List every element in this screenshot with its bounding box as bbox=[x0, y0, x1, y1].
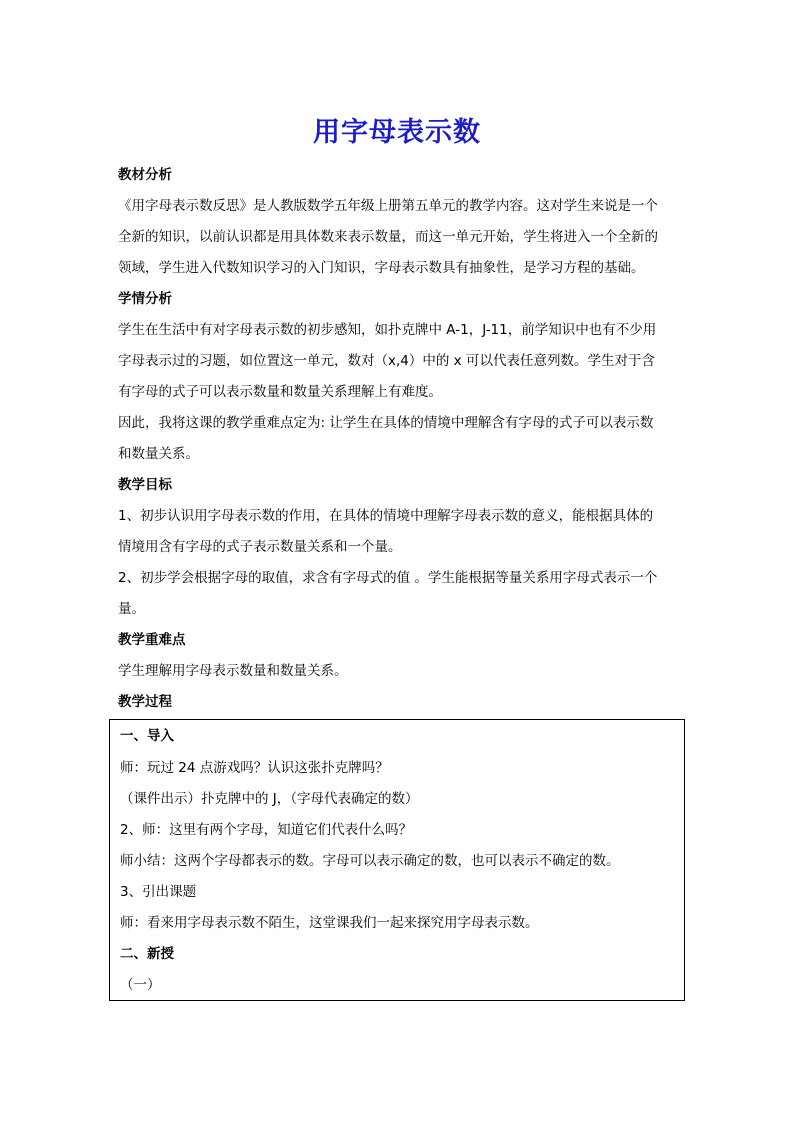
process-line: 师：玩过 24 点游戏吗？认识这张扑克牌吗？ bbox=[120, 760, 389, 776]
paragraph-line: 字母表示过的习题，如位置这一单元，数对（x,4）中的 x 可以代表任意列数。学生对于含 bbox=[118, 353, 655, 369]
paragraph-line: 有字母的式子可以表示数量和数量关系理解上有难度。 bbox=[118, 384, 442, 400]
paragraph-line: 因此，我将这课的教学重难点定为: 让学生在具体的情境中理解含有字母的式子可以表示数 bbox=[118, 415, 654, 431]
process-line: 3、引出课题 bbox=[120, 884, 197, 900]
paragraph-line: 量。 bbox=[118, 601, 145, 617]
paragraph-line: 《用字母表示数反思》是人教版数学五年级上册第五单元的教学内容。这对学生来说是一个 bbox=[118, 198, 658, 214]
process-line: （一） bbox=[120, 977, 161, 993]
process-line: 师小结：这两个字母都表示的数。字母可以表示确定的数，也可以表示不确定的数。 bbox=[120, 853, 620, 869]
process-line: 2、师：这里有两个字母，知道它们代表什么吗？ bbox=[120, 822, 413, 838]
paragraph-line: 情境用含有字母的式子表示数量关系和一个量。 bbox=[118, 539, 402, 555]
paragraph-line: 学生在生活中有对字母表示数的初步感知，如扑克牌中 A-1，J-11，前学知识中也有不少用 bbox=[118, 322, 657, 338]
process-table bbox=[109, 719, 685, 1001]
paragraph-line: 全新的知识，以前认识都是用具体数来表示数量，而这一单元开始，学生将进入一个全新的 bbox=[118, 229, 658, 245]
heading-teaching-process: 教学过程 bbox=[118, 694, 172, 710]
process-line: 二、新授 bbox=[120, 946, 174, 962]
process-line: 一、导入 bbox=[120, 728, 174, 744]
heading-key-points: 教学重难点 bbox=[118, 632, 186, 648]
paragraph-line: 学生理解用字母表示数量和数量关系。 bbox=[118, 663, 348, 679]
heading-textbook-analysis: 教材分析 bbox=[118, 167, 172, 183]
heading-teaching-goals: 教学目标 bbox=[118, 477, 172, 493]
paragraph-line: 1、初步认识用字母表示数的作用，在具体的情境中理解字母表示数的意义，能根据具体的 bbox=[118, 508, 654, 524]
paragraph-line: 领域，学生进入代数知识学习的入门知识，字母表示数具有抽象性，是学习方程的基础。 bbox=[118, 260, 645, 276]
process-line: （课件出示）扑克牌中的 J，（字母代表确定的数） bbox=[120, 791, 419, 807]
heading-student-analysis: 学情分析 bbox=[118, 291, 172, 307]
process-line: 师：看来用字母表示数不陌生，这堂课我们一起来探究用字母表示数。 bbox=[120, 915, 539, 931]
document-title: 用字母表示数 bbox=[313, 117, 481, 148]
paragraph-line: 2、初步学会根据字母的取值，求含有字母式的值 。学生能根据等量关系用字母式表示一个 bbox=[118, 570, 658, 586]
section-textbook bbox=[118, 160, 678, 718]
paragraph-line: 和数量关系。 bbox=[118, 446, 199, 462]
